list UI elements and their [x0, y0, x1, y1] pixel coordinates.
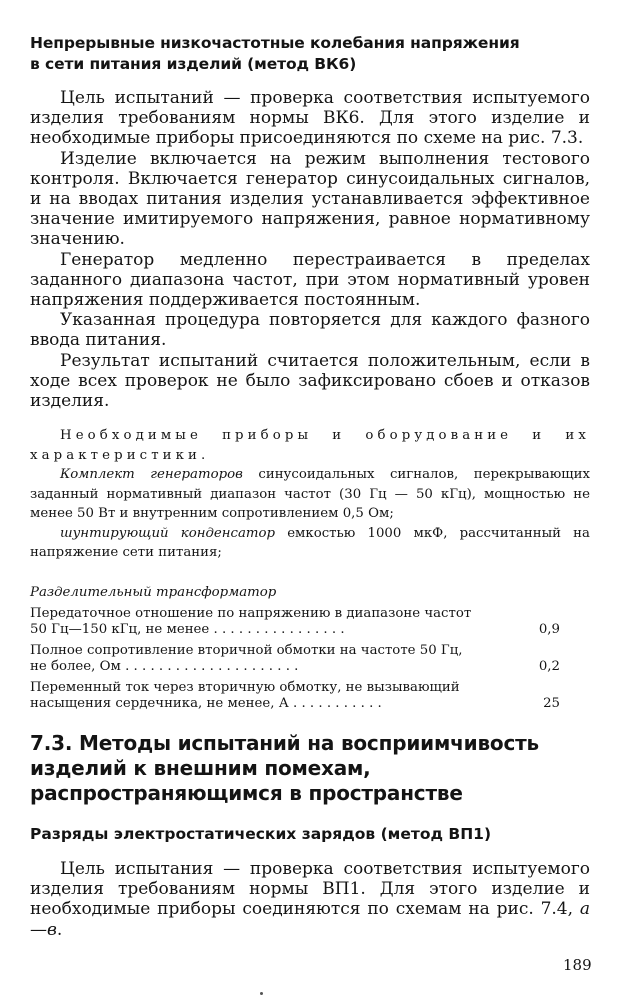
paragraph-end: . — [56, 919, 63, 940]
equipment-description: синусоидальных сигналов, перекрывающих заданный нормативный диапазон частот (30 Гц — 50 кГц), мощностью не менее 50 Вт и внутренним сопротивлением 0,5 Ом; — [30, 467, 590, 521]
row-value: 0,2 — [538, 659, 560, 674]
chapter-heading-line-2: изделий к внешним помехам, — [30, 756, 371, 780]
subsection-body — [30, 859, 590, 940]
subsection-heading: Разряды электростатических зарядов (метод ВП1) — [30, 825, 492, 843]
chapter-heading-line-3: распространяющимся в пространстве — [30, 781, 463, 805]
row-value: 25 — [543, 696, 560, 711]
table-row — [30, 643, 560, 676]
equipment-term: шунтирующий конденсатор — [60, 525, 276, 541]
section-heading-line-2: в сети питания изделий (метод ВК6) — [30, 55, 357, 73]
chapter-heading — [30, 731, 590, 806]
row-description-line: насыщения сердечника, не менее, А . . . . . . . . . . . — [30, 696, 382, 711]
transformer-caption: Разделительный трансформатор — [30, 585, 277, 600]
row-description-line: 50 Гц—150 кГц, не менее . . . . . . . . . . . . . . . . — [30, 622, 345, 637]
paragraph-text: Цель испытания — проверка соответствия испытуемого изделия требованиям нормы ВП1. Для этого изделие и необходимые приборы соединяются по схемам на рис. 7.4, — [30, 859, 590, 920]
equipment-item — [30, 465, 590, 524]
paragraph — [30, 859, 590, 940]
section-heading-line-1: Непрерывные низкочастотные колебания напряжения — [30, 34, 520, 52]
row-description — [30, 606, 500, 639]
row-value: 0,9 — [538, 622, 560, 637]
row-description-line: Переменный ток через вторичную обмотку, не вызывающий — [30, 679, 460, 695]
row-description — [30, 680, 500, 713]
section-heading — [30, 33, 590, 75]
row-description — [30, 643, 500, 676]
chapter-heading-line-1: 7.3. Методы испытаний на восприимчивость — [30, 731, 539, 755]
paragraph: Изделие включается на режим выполнения тестового контроля. Включается генератор синусоидальных сигналов, и на вводах питания изделия устанавливается эффективное значение имитируемого напряжения, равное нормативному значению. — [30, 148, 590, 250]
equipment-term: Комплект генераторов — [60, 467, 243, 482]
figure-reference: а—в — [30, 899, 590, 940]
section-body — [30, 88, 590, 411]
row-description-line: Полное сопротивление вторичной обмотки на частоте 50 Гц, — [30, 642, 463, 658]
equipment-item — [30, 524, 590, 563]
equipment-block — [30, 426, 590, 563]
print-speck — [260, 992, 263, 995]
transformer-table — [30, 585, 560, 713]
paragraph: Результат испытаний считается положительным, если в ходе всех проверок не было зафиксировано сбоев и отказов изделия. — [30, 350, 590, 412]
paragraph: Цель испытаний — проверка соответствия испытуемого изделия требованиям нормы ВК6. Для этого изделие и необходимые приборы присоединяются по схеме на рис. 7.3. — [30, 88, 590, 149]
row-description-line: не более, Ом . . . . . . . . . . . . . . . . . . . . . — [30, 659, 299, 674]
table-row — [30, 680, 560, 713]
row-description-line: Передаточное отношение по напряжению в диапазоне частот — [30, 605, 472, 621]
paragraph: Указанная процедура повторяется для каждого фазного ввода питания. — [30, 310, 590, 351]
page-number: 189 — [563, 956, 592, 974]
paragraph: Генератор медленно перестраивается в пределах заданного диапазона частот, при этом нормативный уровен напряжения поддерживается постоянным. — [30, 249, 590, 311]
equipment-heading: Необходимые приборы и оборудование и их характеристики. — [30, 428, 590, 463]
equipment-description: емкостью 1000 мкФ, рассчитанный на напряжение сети питания; — [30, 525, 590, 560]
table-row — [30, 606, 560, 639]
